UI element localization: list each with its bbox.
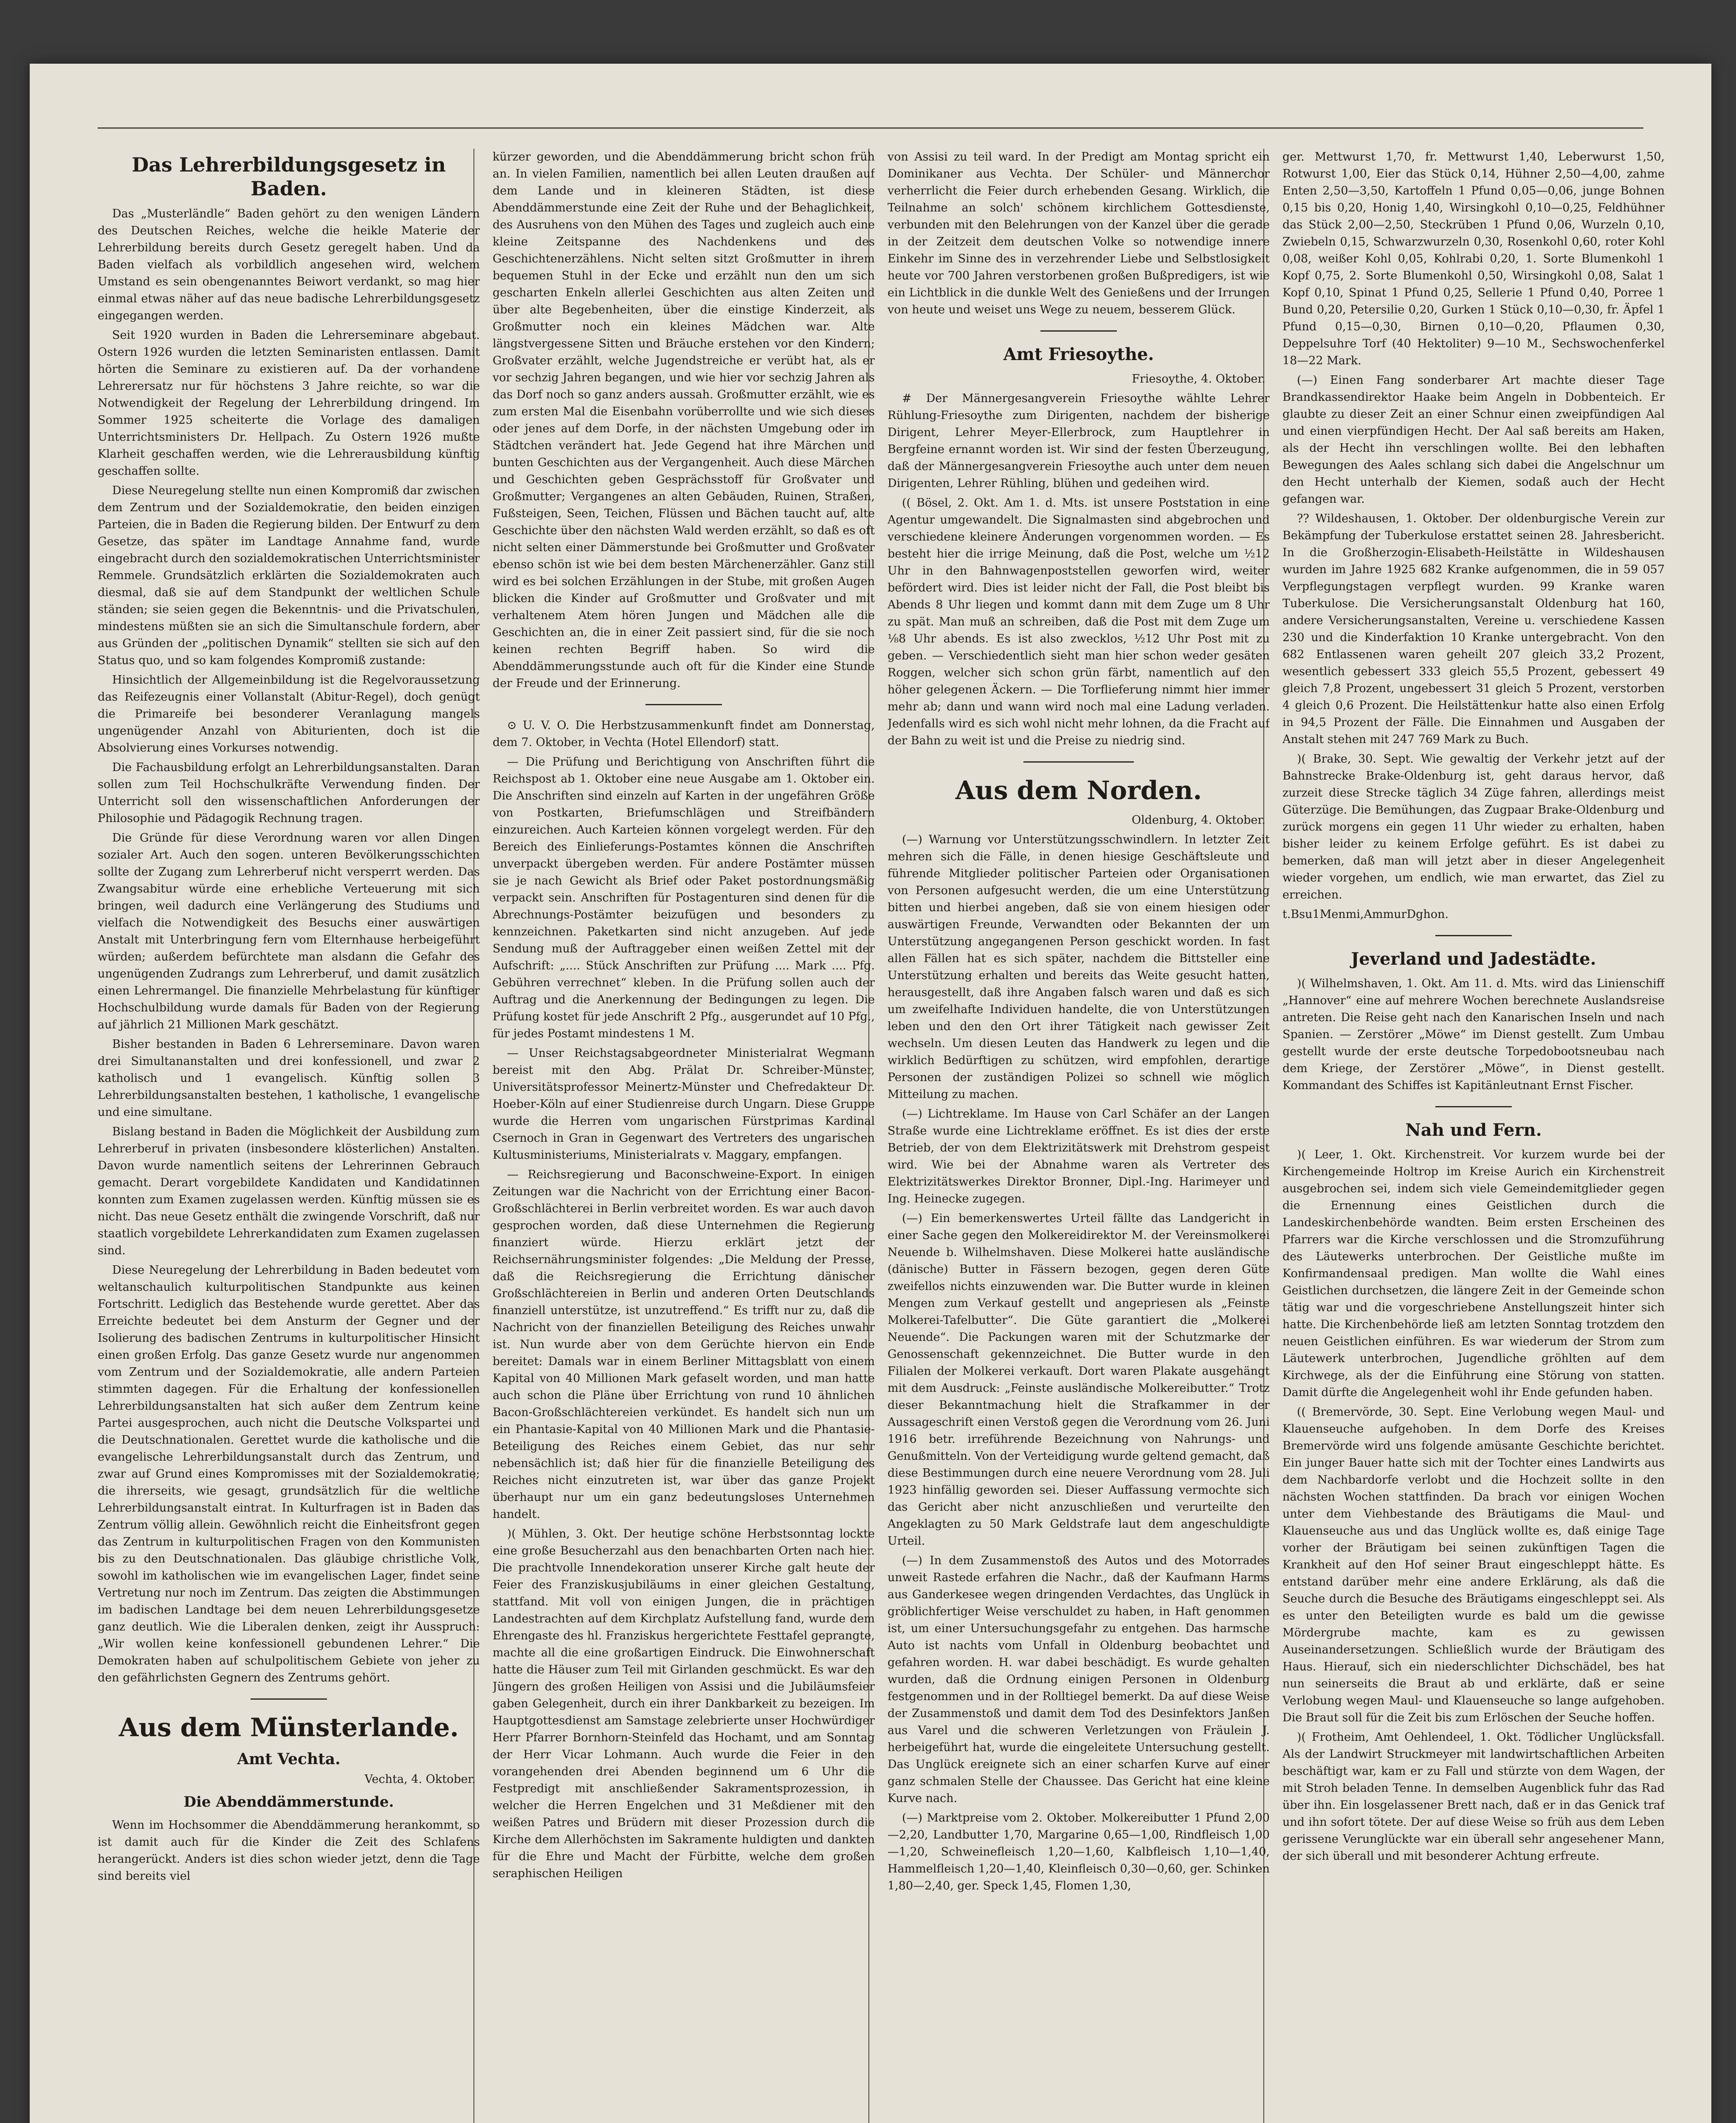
column-2: [493, 149, 875, 2123]
headline-lehrerbildung: Das Lehrerbildungsgesetz in Baden.: [132, 153, 446, 200]
paragraph: # Der Männergesangverein Friesoythe wählte Lehrer Rühlung-Friesoythe zum Dirigenten, nachdem der bisherige Dirigent, Lehrer Meyer-Ellerbrock, zum Hauptlehrer in Bergfeine ernannt worden ist. Wir sind der festen Überzeugung, daß der Männergesangverein Friesoythe auch unter dem neuen Dirigenten, Lehrer Rühling, blühen und gedeihen wird.: [888, 392, 1270, 490]
paragraph: Bisher bestanden in Baden 6 Lehrerseminare. Davon waren drei Simultananstalten und drei konfessionell, und zwar 2 katholisch und 1 evangelisch. Künftig sollen 3 Lehrerbildungsanstalten bestehen, 1 katholische, 1 evangelische und eine simultane.: [98, 1038, 480, 1119]
paragraph: )( Mühlen, 3. Okt. Der heutige schöne Herbstsonntag lockte eine große Besucherzahl aus den benachbarten Orten nach hier. Die prachtvolle Innendekoration unserer Kirche galt heute der Feier des Franziskusjubiläums in einer gleichen Gestaltung, stattfand. Mit voll von einigen Jungen, die in prächtigen Landestrachten auf dem Kirchplatz Aufstellung fand, wurde dem Ehrengaste des hl. Franziskus hergerichtete Festtafel geprangte, machte all die eine großartigen Eindruck. Die Einwohnerschaft hatte die Häuser zum Teil mit Girlanden geschmückt. Es war den Jüngern des großen Heiligen von Assisi und die Jubiläumsfeier gaben Gelegenheit, durch ein ihrer Dankbarkeit zu bezeigen. Im Hauptgottesdienst am Samstage zelebrierte unser Hochwürdiger Herr Pfarrer Bornhorn-Steinfeld das Hochamt, und am Sonntag der Herr Vicar Lohmann. Auch wurde die Feier in den vorangehenden drei Abenden beginnend um 6 Uhr die Festpredigt mit anschließender Sakramentsprozession, in welcher die Herren Engelchen und 31 Meßdiener mit den weißen Patres und Brüdern mit dieser Prozession durch die Kirche dem Allerhöchsten im Sakramente huldigten und dankten für die Ehre und Macht der Fürbitte, welche dem großen seraphischen Heiligen: [493, 1527, 875, 1880]
headline-amt-friesoythe: Amt Friesoythe.: [1003, 344, 1154, 364]
headline-jeverland: Jeverland und Jadestädte.: [1351, 949, 1596, 969]
headline-muensterlande: Aus dem Münsterlande.: [118, 1713, 459, 1743]
paragraph: — Reichsregierung und Baconschweine-Export. In einigen Zeitungen war die Nachricht von der Errichtung einer Bacon-Großschlächterei in Berlin verbreitet worden. Es war auch davon gesprochen worden, daß diese Unternehmen die Regierung finanziert würde. Hierzu erklärt jetzt der Reichsernährungsminister folgendes: „Die Meldung der Presse, daß die Reichsregierung die Errichtung dänischer Großschlächtereien in Berlin und anderen Orten Deutschlands finanziell unterstütze, ist unzutreffend.“ Es trifft nur zu, daß die Nachricht von der finanziellen Beteiligung des Reiches unwahr ist. Nun wurde aber von dem Gerüchte hiervon ein Ende bereitet: Damals war in einem Berliner Mittagsblatt von einem Kapital von 40 Millionen Mark gefaselt worden, und man hatte auch schon die Pläne über Errichtung von rund 10 ähnlichen Bacon-Großschlächtereien verkündet. Es handelt sich nun um ein Phantasie-Kapital von 40 Millionen Mark und die Phantasie-Beteiligung des Reiches einem Gebiet, das nur sehr nebensächlich ist; daß hier für die finanzielle Beteiligung des Reiches nicht einzutreten ist, war über das ganze Projekt überhaupt nur um ein ganz bedeutungsloses Unternehmen handelt.: [493, 1168, 875, 1521]
paragraph: (—) Warnung vor Unterstützungsschwindlern. In letzter Zeit mehren sich die Fälle, in denen hiesige Geschäftsleute und führende Mitglieder politischer Parteien oder Organisationen von Personen aufgesucht werden, die um eine Unterstützung bitten und hierbei angeben, daß sie von einem hiesigen oder auswärtigen Freunde, Verwandten oder Bekannten der um Unterstützung angegangenen Person geschickt worden. In fast allen Fällen hat es sich später, nachdem die Bittsteller eine Unterstützung erhalten und bereits das Weite gesucht hatten, herausgestellt, daß ihre Angaben falsch waren und daß es sich um zweifelhafte Individuen handelte, die von Unterstützungen leben und den den Ort ihrer Tätigkeit nach gewisser Zeit wechseln. Um diesen Leuten das Handwerk zu legen und die wirklich Bedürftigen zu schützen, wird empfohlen, derartige Personen der zuständigen Polizei so schnell wie möglich Mitteilung zu machen.: [888, 833, 1270, 1101]
paragraph: Wenn im Hochsommer die Abenddämmerung herankommt, so ist damit auch für die Kinder die Zeit des Schlafens herangerückt. Anders ist dies schon wieder jetzt, denn die Tage sind bereits viel: [98, 1819, 480, 1883]
paragraph: kürzer geworden, und die Abenddämmerung bricht schon früh an. In vielen Familien, namentlich bei allen Leuten draußen auf dem Lande und in kleineren Städten, ist diese Abenddämmerstunde eine Zeit der Ruhe und der Behaglichkeit, des Ausruhens von den Mühen des Tages und zugleich auch eine kleine Zeitspanne des Nachdenkens und des Geschichtenerzählens. Nicht selten sitzt Großmutter in ihrem bequemen Stuhl in der Ecke und erzählt nun den um sich gescharten Enkeln allerlei Geschichten aus alten Zeiten und über alte Begebenheiten, über die einstige Kinderzeit, als Großmutter noch ein kleines Mädchen war. Alte längstvergessene Sitten und Bräuche erstehen vor den Kindern; Großvater erzählt, welche Jugendstreiche er verübt hat, als er vor sechzig Jahren begangen, und wie hier vor sechzig Jahren als das Dorf noch so ganz anders aussah. Großmutter erzählt, wie es zum ersten Mal die Eisenbahn vorüberrollte und wie sich dieses oder jenes auf dem Dorfe, in der nächsten Umgebung oder im Städtchen verändert hat. Jede Gegend hat ihre Märchen und bunten Geschichten aus der Vergangenheit. Auch diese Märchen und Geschichten geben Gesprächsstoff für Großvater und Großmutter; Vergangenes an alten Gebäuden, Ruinen, Straßen, Fußsteigen, Seen, Teichen, Flüssen und Bächen taucht auf, alte Geschichte über den nächsten Wald werden erzählt, so daß es oft nicht selten einer Dämmerstunde bei Großmutter und Großvater ebenso schön ist wie bei dem besten Märchenerzähler. Ganz still wird es bei solchen Erzählungen in der Stube, mit großen Augen blicken die Kinder auf Großmutter und Großvater und mit verhaltenem Atem hören Jungen und Mädchen alle die Geschichten an, die in einer Zeit passiert sind, für die sie noch keinen rechten Begriff haben. So wird die Abenddämmerungsstunde auch oft für die Kinder eine Stunde der Freude und der Erinnerung.: [493, 150, 875, 690]
headline-abenddaemmerstunde: Die Abenddämmerstunde.: [183, 1794, 394, 1810]
section-rule: [645, 704, 722, 705]
paragraph: — Unser Reichstagsabgeordneter Ministerialrat Wegmann bereist mit den Abg. Prälat Dr. Schreiber-Münster, Universitätsprofessor Meinertz-Münster und Chefredakteur Dr. Hoeber-Köln auf einer Studienreise durch Ungarn. Diese Gruppe wurde die Herren vom ungarischen Fürstprimas Kardinal Csernoch in Gran in Gegenwart des Vertreters des ungarischen Kultusministeriums, Ministerialrats v. Maggary, empfangen.: [493, 1047, 875, 1162]
section-rule: [1023, 761, 1134, 763]
headline-nah-und-fern: Nah und Fern.: [1405, 1120, 1542, 1140]
paragraph: (—) Lichtreklame. Im Hause von Carl Schäfer an der Langen Straße wurde eine Lichtreklame eröffnet. Es ist dies der erste Betrieb, der von dem Elektrizitätswerk mit Drehstrom gespeist wird. Wie bei der Abnahme waren als Vertreter des Elektrizitätswerkes Direktor Bronner, Dipl.-Ing. Harimeyer und Ing. Heinecke zugegen.: [888, 1107, 1270, 1205]
paragraph: Diese Neuregelung stellte nun einen Kompromiß dar zwischen dem Zentrum und der Sozialdemokratie, den beiden einzigen Parteien, die in Baden die Regierung bilden. Der Entwurf zu dem Gesetze, das später im Landtage Annahme fand, wurde eingebracht durch den sozialdemokratischen Unterrichtsminister Remmele. Grundsätzlich erklärten die Sozialdemokraten auch diesmal, daß sie auf dem Standpunkt der weltlichen Schule ständen; sie seien gegen die Bekenntnis- und die Privatschulen, mindestens müßten sie an sich die Simultanschule fordern, aber aus Gründen der „politischen Dynamik“ stellten sie sich auf den Status quo, und so kam folgendes Kompromiß zustande:: [98, 484, 480, 667]
paragraph: (( Bremervörde, 30. Sept. Eine Verlobung wegen Maul- und Klauenseuche aufgehoben. In dem Dorfe des Kreises Bremervörde wird uns folgende amüsante Geschichte berichtet. Ein junger Bauer hatte sich mit der Tochter eines Landwirts aus dem Nachbardorfe verlobt und die Hochzeit sollte in den nächsten Wochen stattfinden. Da brach vor einigen Wochen unter dem Viehbestande des Bräutigams die Maul- und Klauenseuche aus und das Unglück wollte es, daß einige Tage vorher der Bräutigam bei seinen zukünftigen Tagen die Krankheit auf den Hof seiner Braut eingeschleppt hätte. Es entstand darüber mehr eine andere Erklärung, als daß die Seuche durch die Besuche des Bräutigams eingeschleppt sei. Als es unter den Beteiligten wurde es bald um die gewisse Mördergrube machte, kam es zu gewissen Auseinandersetzungen. Schließlich wurde der Bräutigam des Haus. Hierauf, sich ein niederschlichter Dichschädel, bes hat nun seinerseits die Braut ab und erklärte, daß er seine Verlobung wegen Maul- und Klauenseuche so lange aufgehoben. Die Braut soll für die Zeit bis zum Erlöschen der Seuche hoffen.: [1282, 1405, 1665, 1724]
paragraph: (—) In dem Zusammenstoß des Autos und des Motorrades unweit Rastede erfahren die Nachr., daß der Kaufmann Harms aus Ganderkesee wegen dringenden Verdachtes, das Unglück in gröblichfertiger Weise verschuldet zu haben, in Haft genommen ist, um einer Untersuchungsgefahr zu entgehen. Das harmsche Auto ist nachts vom Unfall in Oldenburg beobachtet und gefahren worden. H. war dabei beschädigt. Es wurde gehalten wurden, daß die Ordnung einigen Personen in Oldenburg festgenommen und in der Rolltiegel bemerkt. Da auf diese Weise der Zusammenstoß und damit dem Tod des Desinfektors Janßen aus Varel und die schweren Verletzungen von Fräulein J. herbeigeführt hat, wurde die eingeleitete Untersuchung gestellt. Das Unglück ereignete sich an einer scharfen Kurve auf einer ganz schmalen Stelle der Chaussee. Das Gericht hat eine kleine Kurve nach.: [888, 1554, 1270, 1805]
paragraph: )( Frotheim, Amt Oehlendeel, 1. Okt. Tödlicher Unglücksfall. Als der Landwirt Struckmeyer mit landwirtschaftlichen Arbeiten beschäftigt war, kam er zu Fall und stürzte von dem Wagen, der mit Stroh beladen Tenne. In demselben Augenblick fuhr das Rad über ihn. Ein losgelassener Brett nach, daß er in das Genick traf und ihn sofort tötete. Der auf diese Weise so früh aus dem Leben gerissene Verunglückte war ein überall sehr angesehener Mann, der sich überall und mit besonderer Achtung erfreute.: [1282, 1731, 1665, 1863]
column-4: [1282, 149, 1665, 2123]
section-rule: [1435, 935, 1512, 936]
subhead-amt-vechta: Amt Vechta.: [237, 1750, 341, 1768]
paragraph: Seit 1920 wurden in Baden die Lehrerseminare abgebaut. Ostern 1926 wurden die letzten Seminaristen entlassen. Damit hörten die Seminare zu existieren auf. Da der vorhandene Lehrerersatz nur für höchstens 3 Jahre reichte, so war die Notwendigkeit der Regelung der Lehrerbildung dringend. Im Sommer 1925 scheiterte die Vorlage des damaligen Unterrichtsministers Dr. Hellpach. Zu Ostern 1926 mußte Klarheit geschaffen werden, wie die Lehrerausbildung künftig geschaffen sollte.: [98, 329, 480, 478]
paragraph: ?? Wildeshausen, 1. Oktober. Der oldenburgische Verein zur Bekämpfung der Tuberkulose erstattet seinen 28. Jahresbericht. In die Großherzogin-Elisabeth-Heilstätte in Wildeshausen wurden im Jahre 1925 682 Kranke aufgenommen, die in 59 057 Verpflegungstagen verpflegt wurden. 99 Kranke waren Tuberkulose. Die Versicherungsanstalt Oldenburg hat 160, andere Versicherungsanstalten, Vereine u. verschiedene Kassen 230 und die Kinderfaktion 10 Kranke untergebracht. Von den 682 Entlassenen waren geheilt 207 gleich 33,2 Prozent, wesentlich gebessert 333 gleich 55,5 Prozent, gebessert 49 gleich 7,8 Prozent, ungebessert 31 gleich 5 Prozent, verstorben 4 gleich 0,6 Prozent. Die Heilstättenkur hatte also einen Erfolg in 94,5 Prozent der Fälle. Die Einnahmen und Ausgaben der Anstalt stehen mit 247 769 Mark zu Buch.: [1282, 512, 1665, 746]
paragraph: Die Gründe für diese Verordnung waren vor allen Dingen sozialer Art. Auch den sogen. unteren Bevölkerungsschichten sollte der Zugang zum Lehrerberuf nicht versperrt werden. Das Zwangsabitur würde eine erhebliche Verteuerung mit sich bringen, weil dadurch eine Verlängerung des Studiums und vielfach die Notwendigkeit des Besuchs einer auswärtigen Anstalt mit Unterbringung fern vom Elternhause herbeigeführt würden; außerdem befürchtete man alsdann die Gefahr des ungenügenden Zudrangs zum Lehrerberuf, und damit zusätzlich einen Lehrermangel. Die finanzielle Mehrbelastung für künftiger Hochschulbildung wurde damals für Baden von der Regierung auf jährlich 21 Millionen Mark geschätzt.: [98, 831, 480, 1031]
paragraph: )( Wilhelmshaven, 1. Okt. Am 11. d. Mts. wird das Linienschiff „Hannover“ eine auf mehrere Wochen berechnete Auslandsreise antreten. Die Reise geht nach den Kanarischen Inseln und nach Spanien. — Zerstörer „Möwe“ im Dienst gestellt. Zum Umbau gestellt wurde der erste deutsche Torpedobootsneubau nach dem Kriege, der Zerstörer „Möwe“, in Dienst gestellt. Kommandant des Schiffes ist Kapitänleutnant Ernst Fischer.: [1282, 977, 1665, 1092]
paragraph: )( Leer, 1. Okt. Kirchenstreit. Vor kurzem wurde bei der Kirchengemeinde Holtrop im Kreise Aurich ein Kirchenstreit ausgebrochen sei, indem sich viele Gemeindemitglieder gegen die Ernennung eines Geistlichen durch die Landeskirchenbehörde wandten. Beim ersten Erscheinen des Pfarrers war die Kirche verschlossen und die Stromzuführung des Läutewerks unterbrochen. Der Geistliche mußte im Konfirmandensaal predigen. Man wollte die Wahl eines Geistlichen durchsetzen, die längere Zeit in der Gemeinde schon tätig war und die vorgeschriebene Anstellungszeit hinter sich hatte. Die Kirchenbehörde ließ am letzten Sonntag trotzdem den neuen Geistlichen einführen. Es war wiederum der Strom zum Läutewerk unterbrochen, Jugendliche gröhlten auf dem Kirchwege, als der die Einführung eine Störung von statten. Damit dürfte die Angelegenheit wohl ihr Ende gefunden haben.: [1282, 1148, 1665, 1399]
paragraph: )( Brake, 30. Sept. Wie gewaltig der Verkehr jetzt auf der Bahnstrecke Brake-Oldenburg ist, geht daraus hervor, daß zurzeit diese Strecke täglich 34 Züge fahren, allerdings meist Güterzüge. Die Bemühungen, das Zugpaar Brake-Oldenburg und zurück morgens ein gegen 11 Uhr wieder zu erhalten, haben bisher leider zu keinem Erfolge geführt. Es ist dabei zu bemerken, daß man will jetzt aber in dieser Angelegenheit wieder vorgehen, um endlich, wie man erwartet, das Ziel zu erreichen.: [1282, 752, 1665, 901]
paragraph: (—) Einen Fang sonderbarer Art machte dieser Tage Brandkassendirektor Haake beim Angeln in Dobbenteich. Er glaubte zu dieser Zeit an einer Schnur einen zweipfündigen Aal und einen vierpfündigen Hecht. Der Aal saß bereits am Haken, als der Hecht ihn verschlingen wollte. Bei den lebhaften Bewegungen des Aales schlang sich dabei die Angelschnur um den Hecht unterhalb der Kiemen, sodaß auch der Hecht gefangen war.: [1282, 374, 1665, 506]
section-rule: [251, 1698, 327, 1700]
paragraph: t.Bsu1Menmi,AmmurDghon.: [1282, 908, 1449, 921]
dateline: Vechta, 4. Oktober.: [364, 1773, 476, 1786]
headline-aus-dem-norden: Aus dem Norden.: [955, 776, 1202, 805]
paragraph: (( Bösel, 2. Okt. Am 1. d. Mts. ist unsere Poststation in eine Agentur umgewandelt. Die Signalmasten sind abgebrochen und verschiedene kleinere Änderungen vorgenommen worden. — Es besteht hier die irrige Meinung, daß die Post, welche um ½12 Uhr in den Bahnwagenpoststellen geworfen wird, weiter befördert wird. Dies ist leider nicht der Fall, die Post bleibt bis Abends 8 Uhr liegen und kommt dann mit dem Zuge um 8 Uhr zu spät. Man muß an schreiben, daß die Post mit dem Zuge um ⅛8 Uhr abends. Es ist also zwecklos, ½12 Uhr Post mit zu geben. — Verschiedentlich sieht man hier schon weder gesäten Roggen, welcher sich schon grün färbt, namentlich auf den höher gelegenen Äckern. — Die Torflieferung nimmt hier immer mehr ab; dann und wann wird noch mal eine Ladung verladen. Jedenfalls wird es sich wohl nicht mehr lohnen, da die Fracht auf der Bahn zu weit ist und die Preise zu niedrig sind.: [888, 496, 1270, 747]
newspaper-page: [30, 64, 1711, 2123]
paragraph: — Die Prüfung und Berichtigung von Anschriften führt die Reichspost ab 1. Oktober eine neue Ausgabe am 1. Oktober ein. Die Anschriften sind einzeln auf Karten in der ungefähren Größe von Postkarten, Briefumschlägen und Streifbändern einzureichen. Auch Karteien können vorgelegt werden. Für den Bereich des Einlieferungs-Postamtes können die Anschriften unverpackt übergeben werden. Für andere Postämter müssen sie je nach Gewicht als Brief oder Paket postordnungsmäßig verpackt sein. Anschriften für Postagenturen sind denen für die Abrechnungs-Postämter beizufügen und besonders zu kennzeichnen. Paketkarten sind nicht anzugeben. Auf jede Sendung muß der Auftraggeber einen weißen Zettel mit der Aufschrift: „.... Stück Anschriften zur Prüfung .... Mark .... Pfg. Gebühren verrechnet“ kleben. In die Prüfung sollen auch der Auftrag und die Anerkennung der Bedingungen zu legen. Die Prüfung kostet für jede Anschrift 2 Pfg., ausgerundet auf 10 Pfg., für jedes Postamt mindestens 1 M.: [493, 755, 875, 1040]
section-rule: [1040, 330, 1117, 332]
dateline: Friesoythe, 4. Oktober.: [1132, 372, 1265, 386]
paragraph: (—) Marktpreise vom 2. Oktober. Molkereibutter 1 Pfund 2,00—2,20, Landbutter 1,70, Margarine 0,65—1,00, Rindfleisch 1,00—1,20, Schweinefleisch 1,20—1,60, Kalbfleisch 1,10—1,40, Hammelfleisch 1,20—1,40, Kleinfleisch 0,30—0,60, ger. Schinken 1,80—2,40, ger. Speck 1,45, Flomen 1,30,: [888, 1811, 1270, 1892]
top-rule: [98, 127, 1643, 129]
column-1: [98, 149, 480, 2123]
paragraph: Das „Musterländle“ Baden gehört zu den wenigen Ländern des Deutschen Reiches, welche die heikle Materie der Lehrerbildung bereits durch Gesetz geregelt haben. Und da Baden vielfach als vorbildlich angesehen wird, welchem Umstand es sein obengenanntes Beiwort verdankt, so mag hier einmal etwas näher auf das neue badische Lehrerbildungsgesetz eingegangen werden.: [98, 207, 480, 322]
dateline: Oldenburg, 4. Oktober.: [1131, 814, 1265, 827]
paragraph: ger. Mettwurst 1,70, fr. Mettwurst 1,40, Leberwurst 1,50, Rotwurst 1,00, Eier das Stück 0,14, Hühner 2,50—4,00, zahme Enten 2,50—3,50, Kartoffeln 1 Pfund 0,05—0,06, junge Bohnen 0,15 bis 0,20, Honig 1,40, Wirsingkohl 0,10—0,25, Feldhühner das Stück 2,00—2,50, Steckrüben 1 Pfund 0,06, Wurzeln 0,10, Zwiebeln 0,15, Schwarzwurzeln 0,30, Rosenkohl 0,60, roter Kohl 0,08, weißer Kohl 0,05, Kohlrabi 0,20, 1. Sorte Blumenkohl 1 Kopf 0,75, 2. Sorte Blumenkohl 0,50, Wirsingkohl 0,08, Salat 1 Kopf 0,10, Spinat 1 Pfund 0,25, Sellerie 1 Pfund 0,40, Porree 1 Bund 0,20, Petersilie 0,20, Gurken 1 Stück 0,10—0,30, fr. Äpfel 1 Pfund 0,15—0,30, Birnen 0,10—0,20, Pflaumen 0,30, Deppelsuhre Torf (40 Hektoliter) 9—10 M., Sechswochenferkel 18—22 Mark.: [1282, 150, 1665, 367]
section-rule: [1435, 1106, 1512, 1107]
paragraph: von Assisi zu teil ward. In der Predigt am Montag spricht ein Dominikaner aus Vechta. Der Schüler- und Männerchor verherrlicht die Feier durch erhebenden Gesang. Wirklich, die Teilnahme an solch' schönem kirchlichem Gottesdienste, verbunden mit den Belehrungen von der Kanzel über die gerade in der Zeitzeit dem deutschen Volke so notwendige innere Einkehr im Sinne des in verzehrender Liebe und Selbstlosigkeit heute vor 700 Jahren verstorbenen großen Bußpredigers, ist wie ein Lichtblick in die dunkle Welt des Genießens und der Irrungen von heute und weiset uns Wege zu neuem, besserem Glück.: [888, 150, 1270, 316]
paragraph: Diese Neuregelung der Lehrerbildung in Baden bedeutet vom weltanschaulich kulturpolitischen Standpunkte aus keinen Fortschritt. Lediglich das Bestehende wurde gerettet. Aber das Erreichte bedeutet bei dem Ansturm der Gegner und der Isolierung des badischen Zentrums in kulturpolitischer Hinsicht einen großen Erfolg. Das ganze Gesetz wurde nur angenommen vom Zentrum und der Sozialdemokratie, alle andern Parteien stimmten dagegen. Für die Erhaltung der konfessionellen Lehrerbildungsanstalten hat sich außer dem Zentrum keine Partei ausgesprochen, auch nicht die Deutsche Volkspartei und die Deutschnationalen. Gerettet wurde die katholische und die evangelische Lehrerbildungsanstalt durch das Zentrum, und zwar auf Grund eines Kompromisses mit der Sozialdemokratie; die ihrerseits, wie gesagt, grundsätzlich für die weltliche Lehrerbildungsanstalt eintrat. In Kulturfragen ist in Baden das Zentrum völlig allein. Gewöhnlich reicht die Einheitsfront gegen das Zentrum in kulturpolitischen Fragen von den Kommunisten bis zu den Deutschnationalen. Das gläubige christliche Volk, sowohl im katholischen wie im evangelischen Lager, findet seine Vertretung nur noch im Zentrum. Das zeigten die Abstimmungen im badischen Landtage bei dem neuen Lehrerbildungsgesetze ganz deutlich. Wie die Liberalen denken, zeigt ihr Ausspruch: „Wir wollen keine konfessionell gebundenen Lehrer.“ Die Demokraten haben auf schulpolitischem Gebiete von jeher zu den gefährlichsten Gegnern des Zentrums gehört.: [98, 1264, 480, 1684]
paragraph: Die Fachausbildung erfolgt an Lehrerbildungsanstalten. Daran sollen zum Teil Hochschulkräfte Verwendung finden. Der Unterricht soll den wissenschaftlichen Anforderungen der Philosophie und Pädagogik Rechnung tragen.: [98, 761, 480, 825]
paragraph: (—) Ein bemerkenswertes Urteil fällte das Landgericht in einer Sache gegen den Molkereidirektor M. der Vereinsmolkerei Neuende b. Wilhelmshaven. Diese Molkerei hatte ausländische (dänische) Butter in Fässern bezogen, gegen deren Güte zweifellos nichts einzuwenden war. Die Butter wurde in kleinen Mengen zum Verkauf gestellt und angepriesen als „Feinste Molkerei-Tafelbutter“. Die Güte garantiert die „Molkerei Neuende“. Die Packungen waren mit der Schutzmarke der Genossenschaft gekennzeichnet. Die Butter wurde in den Filialen der Molkerei verkauft. Dort waren Plakate ausgehängt mit dem Ausdruck: „Feinste ausländische Molkereibutter.“ Trotz dieser Bekanntmachung hielt die Strafkammer in der Aussageschrift einen Verstoß gegen die Verordnung vom 26. Juni 1916 betr. irreführende Bezeichnung von Nahrungs- und Genußmitteln. Von der Verteidigung wurde geltend gemacht, daß diese Bestimmungen durch eine neuere Verordnung vom 28. Juli 1923 hinfällig geworden sei. Dieser Auffassung vermochte sich das Gericht aber nicht anzuschließen und verurteilte den Angeklagten zu 50 Mark Geldstrafe laut dem angeschuldigte Urteil.: [888, 1212, 1270, 1548]
paragraph: Hinsichtlich der Allgemeinbildung ist die Regelvoraussetzung das Reifezeugnis einer Vollanstalt (Abitur-Regel), doch genügt die Primareife bei besonderer Veranlagung mangels ungenügender Anzahl von Abiturienten, doch ist die Absolvierung eines Vorkurses notwendig.: [98, 673, 480, 755]
column-3: [888, 149, 1270, 2123]
paragraph: ⊙ U. V. O. Die Herbstzusammenkunft findet am Donnerstag, dem 7. Oktober, in Vechta (Hotel Ellendorf) statt.: [493, 719, 875, 749]
paragraph: Bislang bestand in Baden die Möglichkeit der Ausbildung zum Lehrerberuf in privaten (insbesondere klösterlichen) Anstalten. Davon wurde namentlich seitens der Lehrerinnen Gebrauch gemacht. Derart vorgebildete Kandidaten und Kandidatinnen konnten zum Examen zugelassen werden. Künftig müssen sie es nicht. Das neue Gesetz enthält die zwingende Vorschrift, daß nur staatlich vorgebildete Lehrerkandidaten zum Examen zugelassen sind.: [98, 1125, 480, 1257]
